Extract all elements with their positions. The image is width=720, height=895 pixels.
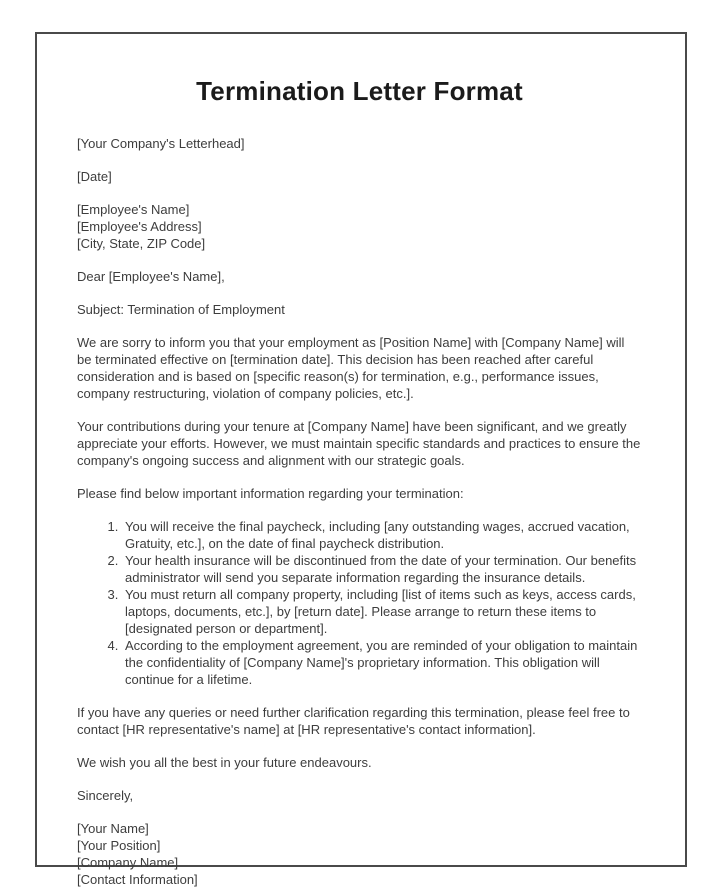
letter-page xyxy=(35,32,687,887)
recipient-block xyxy=(77,201,642,252)
date-block xyxy=(77,168,642,185)
recipient-name-line: [Employee's Name] xyxy=(77,202,190,217)
subject-line: Subject: Termination of Employment xyxy=(77,302,285,317)
list-item-confidentiality: 4. According to the employment agreement, you are reminded of your obligation to maintain the confidentiality of [Company Name]'s proprietary information. This obligation will continue for a lifetime. xyxy=(122,637,642,688)
list-item-company-property: 3. You must return all company property, including [list of items such as keys, access cards, laptops, documents, etc.], by [return date]. Please arrange to return these items to [designated person or department]. xyxy=(122,586,642,637)
body-paragraph-contributions: Your contributions during your tenure at [Company Name] have been significant, and we greatly appreciate your efforts. However, we must maintain specific standards and practices to ensure the company's ongoing success and alignment with our strategic goals. xyxy=(77,419,641,468)
subject-block xyxy=(77,301,642,318)
signature-position-line: [Your Position] xyxy=(77,838,161,853)
recipient-address-line: [Employee's Address] xyxy=(77,219,202,234)
recipient-city-line: [City, State, ZIP Code] xyxy=(77,236,206,251)
letterhead-line: [Your Company's Letterhead] xyxy=(77,136,245,151)
letterhead-block xyxy=(77,135,642,152)
list-item-final-paycheck: 1. You will receive the final paycheck, including [any outstanding wages, accrued vacation, Gratuity, etc.], on the date of final paycheck distribution. xyxy=(122,518,642,552)
body-paragraph-info-intro: Please find below important information regarding your termination: xyxy=(77,486,464,501)
signature-name-line: [Your Name] xyxy=(77,821,149,836)
list-item-health-insurance: 2. Your health insurance will be discontinued from the date of your termination. Our benefits administrator will send you separate information regarding the insurance details. xyxy=(122,552,642,586)
signature-contact-line: [Contact Information] xyxy=(77,872,198,887)
page-title: Termination Letter Format xyxy=(196,76,523,106)
signoff-line: Sincerely, xyxy=(77,788,134,803)
termination-info-list xyxy=(77,518,642,688)
date-line: [Date] xyxy=(77,169,112,184)
signoff-block xyxy=(77,787,642,804)
salutation-block xyxy=(77,268,642,285)
closing-paragraph-contact: If you have any queries or need further clarification regarding this termination, please feel free to contact [HR representative's name] at [HR representative's contact information]. xyxy=(77,705,630,737)
signature-block xyxy=(77,820,642,888)
closing-paragraph-farewell: We wish you all the best in your future endeavours. xyxy=(77,755,372,770)
body-paragraph-termination-notice: We are sorry to inform you that your employment as [Position Name] with [Company Name] will be terminated effective on [termination date]. This decision has been reached after careful consideration and is based on [specific reason(s) for termination, e.g., performance issues, company restructuring, violation of company policies, etc.]. xyxy=(77,335,625,401)
salutation-line: Dear [Employee's Name], xyxy=(77,269,225,284)
signature-company-line: [Company Name] xyxy=(77,855,179,870)
